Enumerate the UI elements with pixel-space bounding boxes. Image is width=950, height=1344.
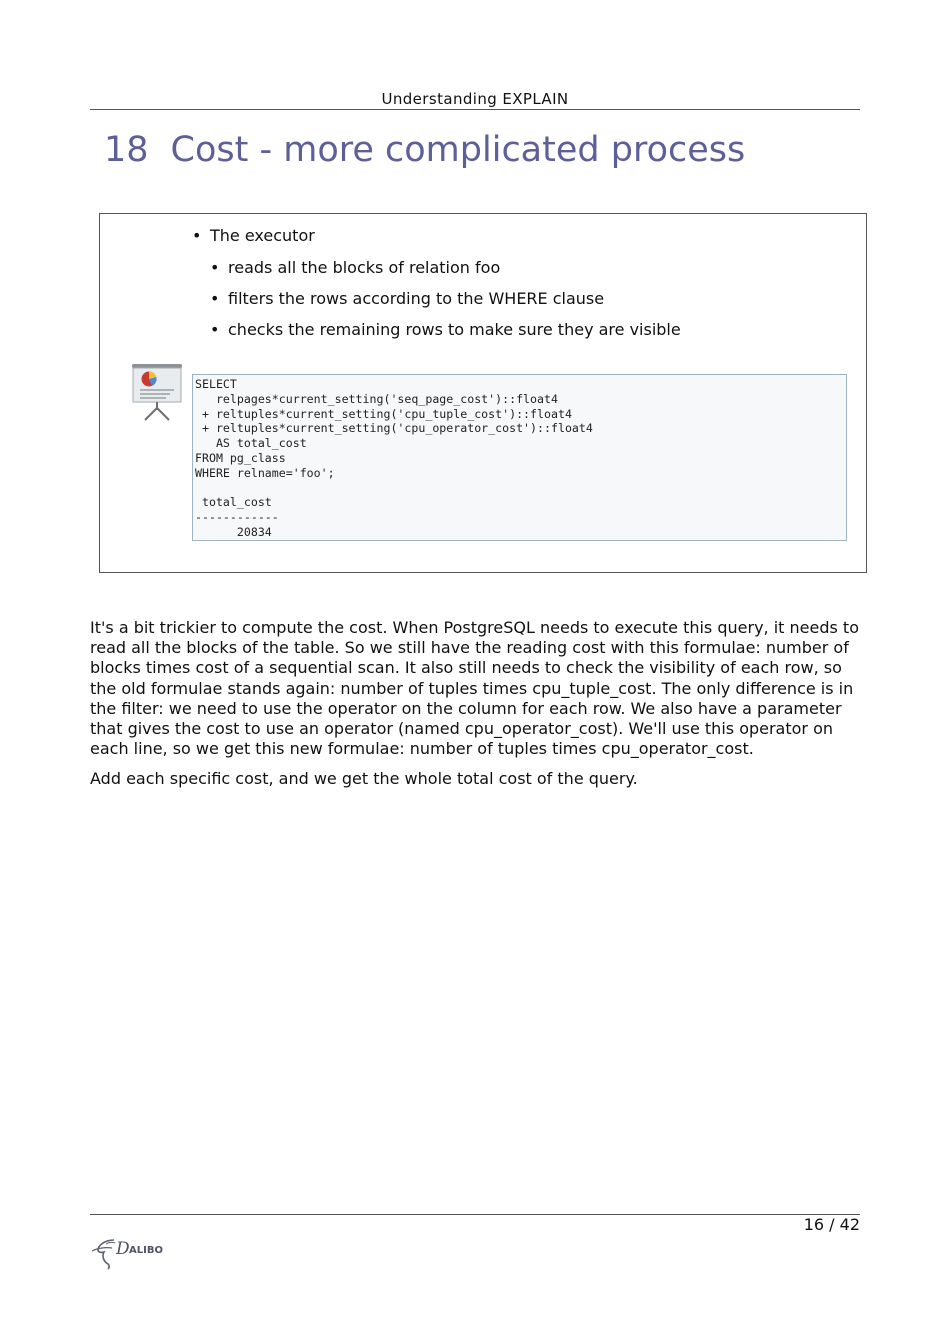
bullet-reads-blocks: • reads all the blocks of relation foo bbox=[192, 258, 681, 278]
body-text bbox=[90, 618, 860, 800]
logo-text-alibo: ALIBO bbox=[129, 1245, 163, 1256]
section-title bbox=[104, 130, 745, 170]
code-block bbox=[192, 374, 847, 541]
code-text: SELECT relpages*current_setting('seq_page_cost')::float4 + reltuples*current_setting('cpu_tuple_cost')::float4 + reltuples*current_setting('cpu_operator_cost')::float4 AS total_cost FROM pg_class WHERE relname='foo'; total_cost ------------ 20834 bbox=[195, 377, 593, 539]
presentation-board-icon bbox=[130, 364, 184, 422]
logo-text-d: D bbox=[116, 1239, 130, 1259]
slide-box bbox=[99, 213, 867, 573]
section-title-text: Cost - more complicated process bbox=[170, 130, 746, 170]
bullet-filters-rows: • filters the rows according to the WHERE clause bbox=[192, 289, 681, 309]
header-rule bbox=[90, 109, 860, 110]
paragraph-cost-explanation: It's a bit trickier to compute the cost. When PostgreSQL needs to execute this query, it needs to read all the blocks of the table. So we still have the reading cost with this formulae: number of blocks times cost of a sequential scan. It also still needs to check the visibility of each row, so the old formulae stands again: number of tuples times cpu_tuple_cost. The only difference is in the filter: we need to use the operator on the column for each row. We also have a parameter that gives the cost to use an operator (named cpu_operator_cost). We'll use this operator on each line, so we get this new formulae: number of tuples times cpu_operator_cost. bbox=[90, 618, 859, 759]
running-header: Understanding EXPLAIN bbox=[381, 90, 569, 108]
bullet-executor: • The executor bbox=[192, 226, 681, 246]
section-number: 18 bbox=[104, 130, 149, 170]
dalibo-logo bbox=[92, 1234, 166, 1270]
paragraph-total-cost: Add each specific cost, and we get the whole total cost of the query. bbox=[90, 769, 638, 789]
bullet-checks-visibility: • checks the remaining rows to make sure they are visible bbox=[192, 320, 681, 340]
slide-bullets bbox=[192, 226, 681, 340]
footer-rule bbox=[90, 1214, 860, 1215]
page-number: 16 / 42 bbox=[803, 1215, 860, 1234]
